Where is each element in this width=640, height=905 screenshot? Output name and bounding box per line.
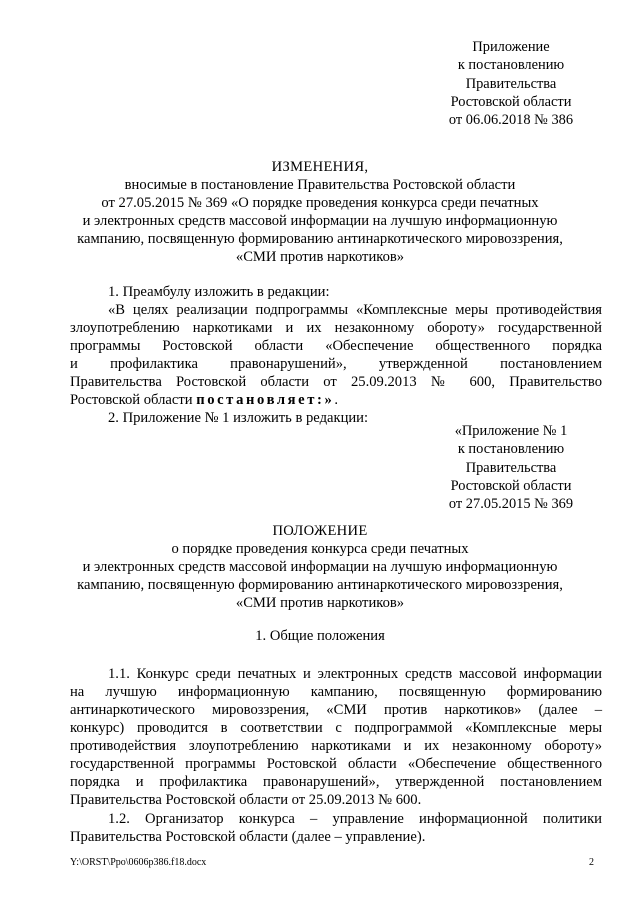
- regulation-title-block: [60, 522, 580, 612]
- approval-line: Приложение: [472, 39, 550, 55]
- item-1-heading: 1. Преамбулу изложить в редакции:: [108, 284, 330, 300]
- footer-file-path: Y:\ORST\Ppo\0606p386.f18.docx: [70, 857, 207, 868]
- changes-title-block: [60, 158, 580, 266]
- clause-line: Правительства Ростовской области от 25.09.2013 № 600.: [70, 792, 422, 808]
- resolves-word: постановляет:»: [196, 392, 335, 408]
- clause-1-1: [70, 665, 602, 809]
- clause-line: Правительства Ростовской области (далее – управление).: [70, 829, 426, 845]
- preamble-period: .: [334, 392, 339, 408]
- approval-line: Правительства: [465, 459, 557, 476]
- clause-line: порядка и профилактика правонарушений», утвержденной постановлением: [70, 774, 602, 790]
- regulation-title: ПОЛОЖЕНИЕ: [272, 523, 368, 539]
- clause-line: конкурс) проводится в соответствии с подпрограммой «Комплексные меры: [70, 720, 602, 736]
- changes-subtitle-line: от 27.05.2015 № 369 «О порядке проведения конкурса среди печатных: [101, 195, 539, 211]
- section-title: 1. Общие положения: [255, 628, 385, 644]
- clause-line: противодействия злоупотреблению наркотиками и их незаконному обороту»: [70, 738, 602, 754]
- changes-subtitle-line: «СМИ против наркотиков»: [235, 249, 405, 265]
- preamble-line: программы Ростовской области «Обеспечение общественного порядка: [70, 338, 602, 354]
- approval-line: Ростовской области: [450, 477, 572, 494]
- item-2-heading: 2. Приложение № 1 изложить в редакции:: [108, 410, 369, 426]
- preamble-line: злоупотреблению наркотиками и их незаконному обороту» государственной: [70, 320, 602, 336]
- changes-title: ИЗМЕНЕНИЯ,: [271, 159, 369, 175]
- approval-line: Ростовской области: [450, 93, 572, 110]
- changes-subtitle-line: и электронных средств массовой информации на лучшую информационную: [82, 213, 558, 229]
- changes-subtitle-line: вносимые в постановление Правительства Ростовской области: [124, 177, 516, 193]
- page-number: 2: [589, 857, 594, 868]
- regulation-subtitle-line: о порядке проведения конкурса среди печатных: [171, 541, 469, 557]
- clause-line: 1.2. Организатор конкурса – управление информационной политики: [108, 811, 602, 827]
- regulation-subtitle-line: и электронных средств массовой информации на лучшую информационную: [82, 559, 558, 575]
- approval-line: от 27.05.2015 № 369: [448, 496, 574, 513]
- regulation-subtitle-line: «СМИ против наркотиков»: [235, 595, 405, 611]
- clause-line: 1.1. Конкурс среди печатных и электронных средств массовой информации: [108, 666, 602, 682]
- item-1-block: [70, 283, 602, 427]
- preamble-text: Ростовской области: [70, 392, 197, 408]
- changes-subtitle-line: кампанию, посвященную формированию антинаркотического мировоззрения,: [77, 231, 563, 247]
- approval-line: Правительства: [465, 75, 557, 92]
- appendix-approval-block: [418, 422, 604, 513]
- approval-line: к постановлению: [457, 441, 565, 458]
- preamble-line: Правительства Ростовской области от 25.09.2013 № 600, Правительство: [70, 374, 602, 390]
- approval-line: «Приложение № 1: [454, 423, 568, 439]
- regulation-subtitle-line: кампанию, посвященную формированию антинаркотического мировоззрения,: [77, 577, 563, 593]
- header-approval-block: [418, 38, 604, 129]
- preamble-line: и профилактика правонарушений», утвержденной постановлением: [70, 356, 602, 372]
- preamble-line: «В целях реализации подпрограммы «Комплексные меры противодействия: [108, 302, 602, 318]
- approval-line: от 06.06.2018 № 386: [448, 112, 574, 129]
- clause-line: государственной программы Ростовской области «Обеспечение общественного: [70, 756, 602, 772]
- clause-line: на лучшую информационную кампанию, посвященную формированию: [70, 684, 602, 700]
- section-title-block: [60, 627, 580, 645]
- clause-1-2: [70, 810, 602, 846]
- clause-line: антинаркотического мировоззрения, «СМИ против наркотиков» (далее –: [70, 702, 602, 718]
- approval-line: к постановлению: [457, 57, 565, 74]
- preamble-line-last: [70, 391, 602, 409]
